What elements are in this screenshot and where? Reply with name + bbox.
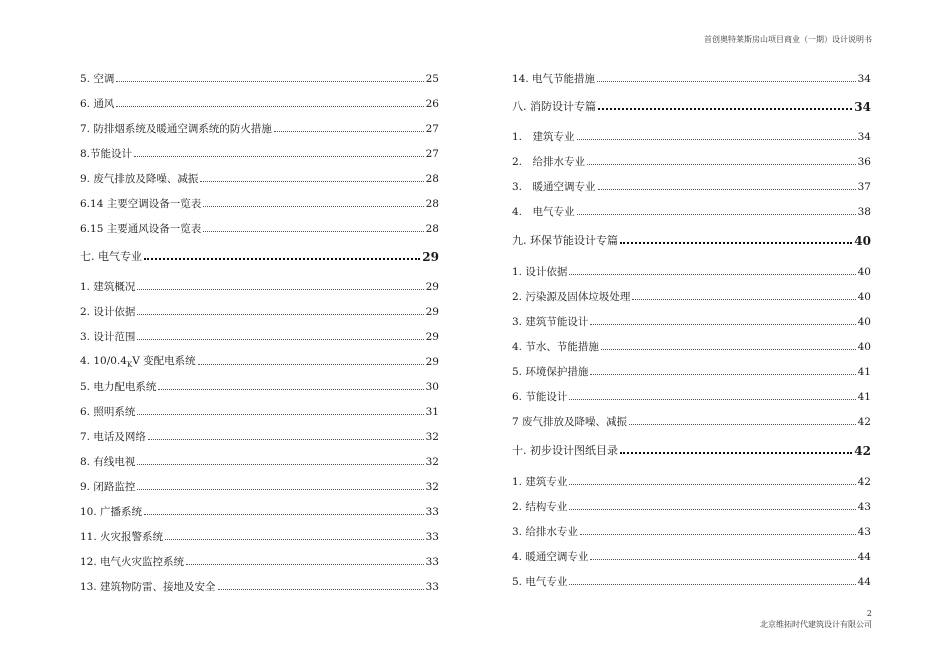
dot-leader (158, 388, 423, 390)
dot-leader (137, 338, 423, 340)
dot-leader (144, 513, 424, 515)
dot-leader (590, 323, 855, 325)
toc-entry[interactable] (80, 428, 439, 444)
dot-leader (590, 373, 855, 375)
toc-entry-title: 5. 空调 (80, 73, 115, 85)
toc-entry-page: 25 (425, 73, 439, 85)
dot-leader (569, 508, 855, 510)
toc-entry-page: 29 (425, 331, 439, 343)
toc-entry[interactable] (512, 573, 871, 589)
toc-entry-title: 2. 结构专业 (512, 501, 568, 513)
toc-entry-title: 八. 消防设计专篇 (512, 100, 596, 113)
toc-entry-title: 10. 广播系统 (80, 506, 143, 518)
toc-entry[interactable] (512, 313, 871, 329)
dot-leader (587, 163, 856, 165)
toc-entry[interactable] (80, 278, 439, 294)
toc-entry[interactable] (512, 288, 871, 304)
toc-entry-page: 44 (857, 551, 871, 563)
toc-entry-title: 8. 有线电视 (80, 456, 136, 468)
dot-leader (569, 273, 855, 275)
dot-leader (148, 438, 424, 440)
dot-leader (577, 138, 856, 140)
dot-leader (598, 107, 852, 110)
dot-leader (569, 398, 855, 400)
toc-entry-page: 33 (425, 581, 439, 593)
toc-entry[interactable] (80, 328, 439, 344)
toc-entry[interactable] (80, 528, 439, 544)
toc-entry[interactable] (512, 338, 871, 354)
dot-leader (198, 363, 424, 365)
dot-leader (274, 130, 424, 132)
dot-leader (134, 155, 424, 157)
toc-entry-title: 12. 电气火灾监控系统 (80, 556, 185, 568)
toc-entry-page: 29 (425, 356, 439, 368)
dot-leader (590, 558, 855, 560)
dot-leader (632, 298, 855, 300)
toc-entry-title: 4. 暖通空调专业 (512, 551, 589, 563)
toc-entry-title: 1. 建筑专业 (512, 476, 568, 488)
toc-entry-title: 2. 污染源及固体垃圾处理 (512, 291, 631, 303)
toc-section-heading[interactable] (80, 248, 439, 264)
dot-leader (569, 583, 855, 585)
toc-entry-title: 5. 环境保护措施 (512, 366, 589, 378)
toc-entry-page: 40 (857, 316, 871, 328)
toc-entry[interactable] (80, 403, 439, 419)
toc-entry-title: 3. 暖通空调专业 (512, 181, 596, 193)
toc-entry-page: 28 (425, 223, 439, 235)
dot-leader (137, 413, 423, 415)
toc-entry-page: 40 (857, 266, 871, 278)
toc-entry-title: 十. 初步设计图纸目录 (512, 444, 618, 457)
toc-entry[interactable] (512, 523, 871, 539)
toc-entry-page: 29 (425, 306, 439, 318)
toc-entry[interactable] (80, 553, 439, 569)
toc-entry-title: 4. $10/0.4_KV$ 变配电系统 (80, 355, 196, 369)
toc-entry-page: 26 (425, 98, 439, 110)
toc-entry-title: 9. 废气排放及降噪、减振 (80, 173, 199, 185)
toc-entry-title: 九. 环保节能设计专篇 (512, 234, 618, 247)
toc-entry-title: 5. 电气专业 (512, 576, 568, 588)
toc-entry-title: 5. 电力配电系统 (80, 381, 157, 393)
dot-leader (620, 451, 852, 454)
toc-entry[interactable] (80, 353, 439, 369)
toc-entry[interactable] (80, 478, 439, 494)
toc-entry-page: 32 (425, 481, 439, 493)
dot-leader (598, 188, 856, 190)
dot-leader (620, 241, 852, 244)
toc-entry-page: 32 (425, 431, 439, 443)
toc-entry[interactable] (80, 170, 439, 186)
toc-entry-page: 30 (425, 381, 439, 393)
dot-leader (601, 348, 856, 350)
toc-entry[interactable] (512, 473, 871, 489)
toc-entry[interactable] (512, 128, 871, 144)
toc-entry-title: 1. 设计依据 (512, 266, 568, 278)
toc-entry-title: 2. 设计依据 (80, 306, 136, 318)
dot-leader (144, 257, 420, 260)
toc-entry-page: 28 (425, 198, 439, 210)
toc-entry[interactable] (80, 378, 439, 394)
dot-leader (137, 288, 423, 290)
dot-leader (186, 563, 424, 565)
dot-leader (569, 483, 855, 485)
toc-entry-page: 27 (425, 123, 439, 135)
toc-entry-page: 40 (854, 234, 871, 248)
toc-entry-title: 14. 电气节能措施 (512, 73, 596, 85)
dot-leader (137, 463, 423, 465)
toc-entry-page: 42 (854, 444, 871, 458)
toc-entry-title: 1. 建筑概况 (80, 281, 136, 293)
page-number: 2 (866, 609, 872, 618)
toc-entry-page: 28 (425, 173, 439, 185)
toc-entry-page: 41 (857, 366, 871, 378)
toc-entry[interactable] (512, 388, 871, 404)
toc-entry-title: 3. 给排水专业 (512, 526, 578, 538)
toc-entry-page: 33 (425, 506, 439, 518)
toc-entry-title: 9. 闭路监控 (80, 481, 136, 493)
toc-entry[interactable] (512, 498, 871, 514)
toc-entry[interactable] (80, 453, 439, 469)
toc-entry[interactable] (512, 153, 871, 169)
dot-leader (203, 205, 423, 207)
toc-section-heading[interactable] (512, 442, 871, 458)
toc-entry-page: 38 (857, 206, 871, 218)
toc-entry-page: 34 (854, 100, 871, 114)
toc-entry[interactable] (80, 220, 439, 236)
toc-entry-title: 6. 照明系统 (80, 406, 136, 418)
toc-entry-title: 7 废气排放及降噪、减振 (512, 416, 628, 428)
toc-entry[interactable] (512, 363, 871, 379)
dot-leader (200, 180, 423, 182)
toc-entry-page: 36 (857, 156, 871, 168)
dot-leader (218, 588, 424, 590)
toc-entry-page: 44 (857, 576, 871, 588)
toc-entry-title: 2. 给排水专业 (512, 156, 586, 168)
dot-leader (137, 313, 423, 315)
dot-leader (137, 488, 423, 490)
document-header: 首创奥特莱斯房山项目商业（一期）设计说明书 (704, 35, 872, 44)
toc-entry-page: 34 (857, 73, 871, 85)
toc-entry-title: 6.14 主要空调设备一览表 (80, 198, 202, 210)
toc-entry-page: 40 (857, 291, 871, 303)
toc-entry[interactable] (80, 70, 439, 86)
toc-section-heading[interactable] (512, 98, 871, 114)
dot-leader (577, 213, 856, 215)
toc-entry-title: 3. 设计范围 (80, 331, 136, 343)
toc-entry[interactable] (512, 203, 871, 219)
toc-entry[interactable] (512, 548, 871, 564)
toc-entry-page: 27 (425, 148, 439, 160)
toc-entry[interactable] (80, 195, 439, 211)
toc-entry[interactable] (80, 578, 439, 594)
toc-entry-title: 3. 建筑节能设计 (512, 316, 589, 328)
toc-entry[interactable] (512, 70, 871, 86)
toc-entry-title: 4. 节水、节能措施 (512, 341, 599, 353)
toc-entry[interactable] (512, 413, 871, 429)
dot-leader (597, 80, 856, 82)
toc-entry-title: 8.节能设计 (80, 148, 133, 160)
toc-entry-page: 42 (857, 476, 871, 488)
toc-entry-title: 7. 防排烟系统及暖通空调系统的防火措施 (80, 123, 272, 135)
dot-leader (165, 538, 424, 540)
toc-entry-page: 40 (857, 341, 871, 353)
toc-entry-page: 42 (857, 416, 871, 428)
toc-entry[interactable] (80, 145, 439, 161)
toc-entry-title: 6. 通风 (80, 98, 115, 110)
toc-entry-page: 31 (425, 406, 439, 418)
toc-entry-page: 33 (425, 531, 439, 543)
toc-entry-page: 29 (422, 250, 439, 264)
toc-entry-title: 4. 电气专业 (512, 206, 575, 218)
toc-entry-title: 1. 建筑专业 (512, 131, 575, 143)
toc-entry-page: 43 (857, 526, 871, 538)
toc-entry[interactable] (80, 95, 439, 111)
toc-entry-title: 6.15 主要通风设备一览表 (80, 223, 202, 235)
toc-entry[interactable] (512, 178, 871, 194)
toc-entry-title: 6. 节能设计 (512, 391, 568, 403)
dot-leader (116, 80, 423, 82)
toc-entry-title: 11. 火灾报警系统 (80, 531, 164, 543)
toc-entry[interactable] (512, 263, 871, 279)
dot-leader (580, 533, 856, 535)
toc-section-heading[interactable] (512, 232, 871, 248)
toc-entry-title: 7. 电话及网络 (80, 431, 146, 443)
company-name: 北京维拓时代建筑设计有限公司 (760, 620, 872, 629)
dot-leader (629, 423, 856, 425)
toc-entry-page: 41 (857, 391, 871, 403)
toc-entry[interactable] (80, 303, 439, 319)
toc-entry-title: 七. 电气专业 (80, 250, 142, 263)
dot-leader (203, 230, 423, 232)
toc-entry-title: 13. 建筑物防雷、接地及安全 (80, 581, 216, 593)
toc-entry[interactable] (80, 120, 439, 136)
toc-entry-page: 33 (425, 556, 439, 568)
toc-entry-page: 34 (857, 131, 871, 143)
toc-entry-page: 29 (425, 281, 439, 293)
toc-entry-page: 37 (857, 181, 871, 193)
toc-entry-page: 43 (857, 501, 871, 513)
dot-leader (116, 105, 423, 107)
toc-entry-page: 32 (425, 456, 439, 468)
toc-entry[interactable] (80, 503, 439, 519)
